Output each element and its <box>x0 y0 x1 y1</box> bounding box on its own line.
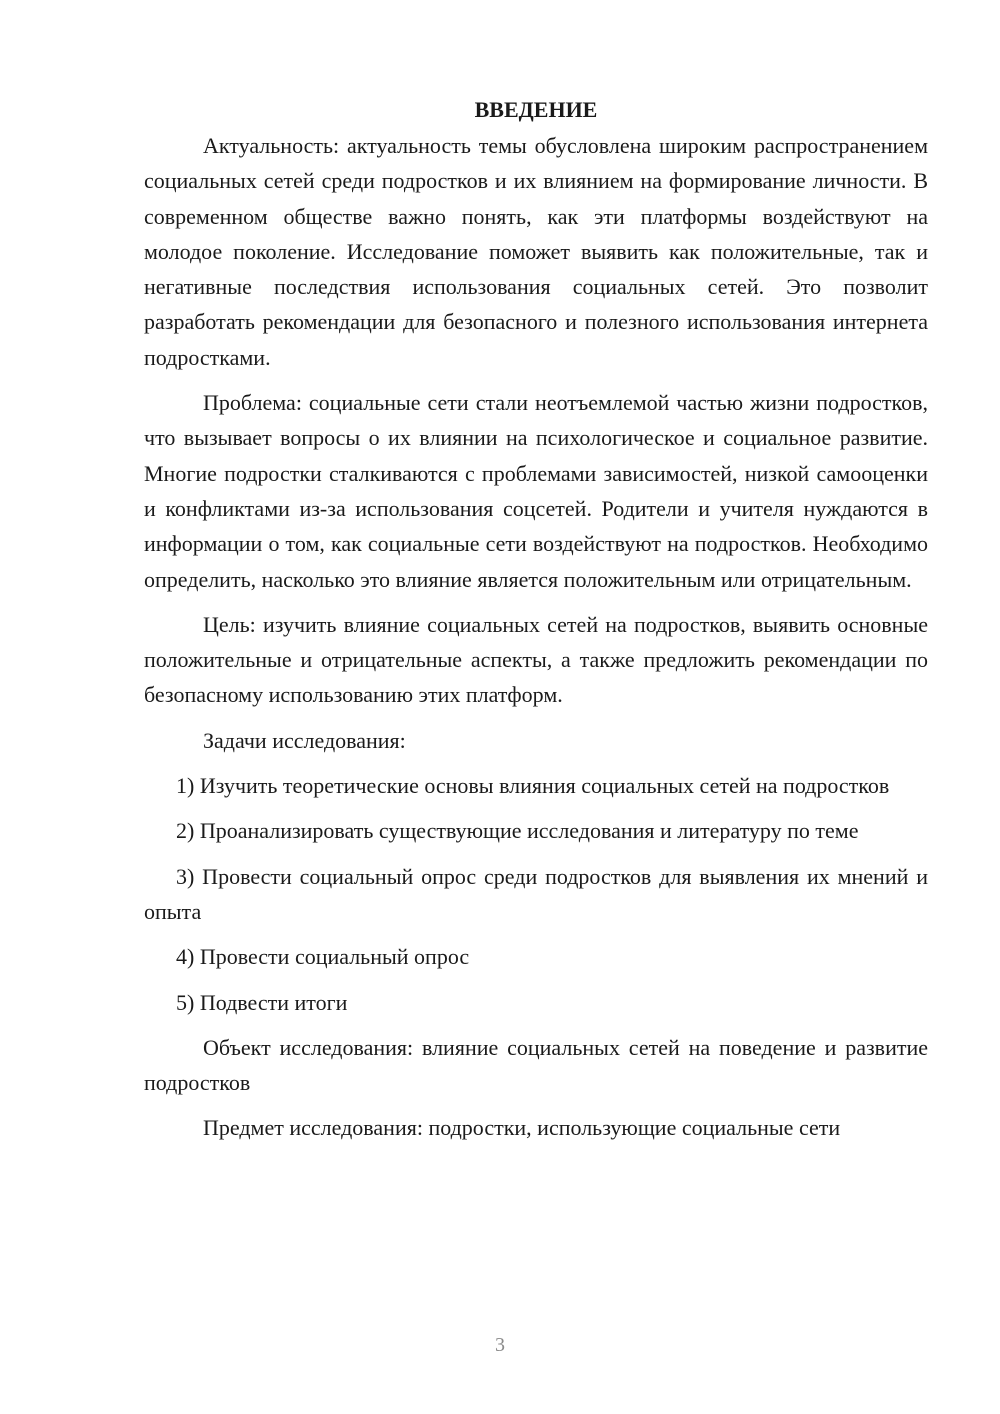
task-item-1: 1) Изучить теоретические основы влияния социальных сетей на подростков <box>176 773 890 799</box>
subject-paragraph: Предмет исследования: подростки, использующие социальные сети <box>203 1115 841 1141</box>
goal-paragraph: Цель: изучить влияние социальных сетей на подростков, выявить основные положительные и отрицательные аспекты, а также предложить рекомендации по безопасному использованию этих платформ. <box>144 611 928 708</box>
document-page <box>144 92 928 1146</box>
object-paragraph: Объект исследования: влияние социальных сетей на поведение и развитие подростков <box>144 1034 928 1096</box>
task-item-3: 3) Провести социальный опрос среди подростков для выявления их мнений и опыта <box>144 863 928 924</box>
problem-paragraph: Проблема: социальные сети стали неотъемлемой частью жизни подростков, что вызывает вопросы о их влиянии на психологическое и социальное развитие. Многие подростки сталкиваются с проблемами зависимостей, низкой самооценки и конфликтами из-за использования соцсетей. Родители и учителя нуждаются в информации о том, как социальные сети воздействуют на подростков. Необходимо определить, насколько это влияние является положительным или отрицательным. <box>144 390 928 592</box>
tasks-heading: Задачи исследования: <box>203 727 406 753</box>
task-item-2: 2) Проанализировать существующие исследования и литературу по теме <box>176 818 859 844</box>
task-item-5: 5) Подвести итоги <box>176 989 348 1015</box>
page-number: 3 <box>495 1334 505 1356</box>
relevance-paragraph: Актуальность: актуальность темы обусловлена широким распространением социальных сетей среди подростков и их влиянием на формирование личности. В современном обществе важно понять, как эти платформы воздействуют на молодое поколение. Исследование поможет выявить как положительные, так и негативные последствия использования социальных сетей. Это позволит разработать рекомендации для безопасного и полезного использования интернета подростками. <box>144 133 928 370</box>
task-item-4: 4) Провести социальный опрос <box>176 944 470 970</box>
section-title: ВВЕДЕНИЕ <box>474 97 598 122</box>
